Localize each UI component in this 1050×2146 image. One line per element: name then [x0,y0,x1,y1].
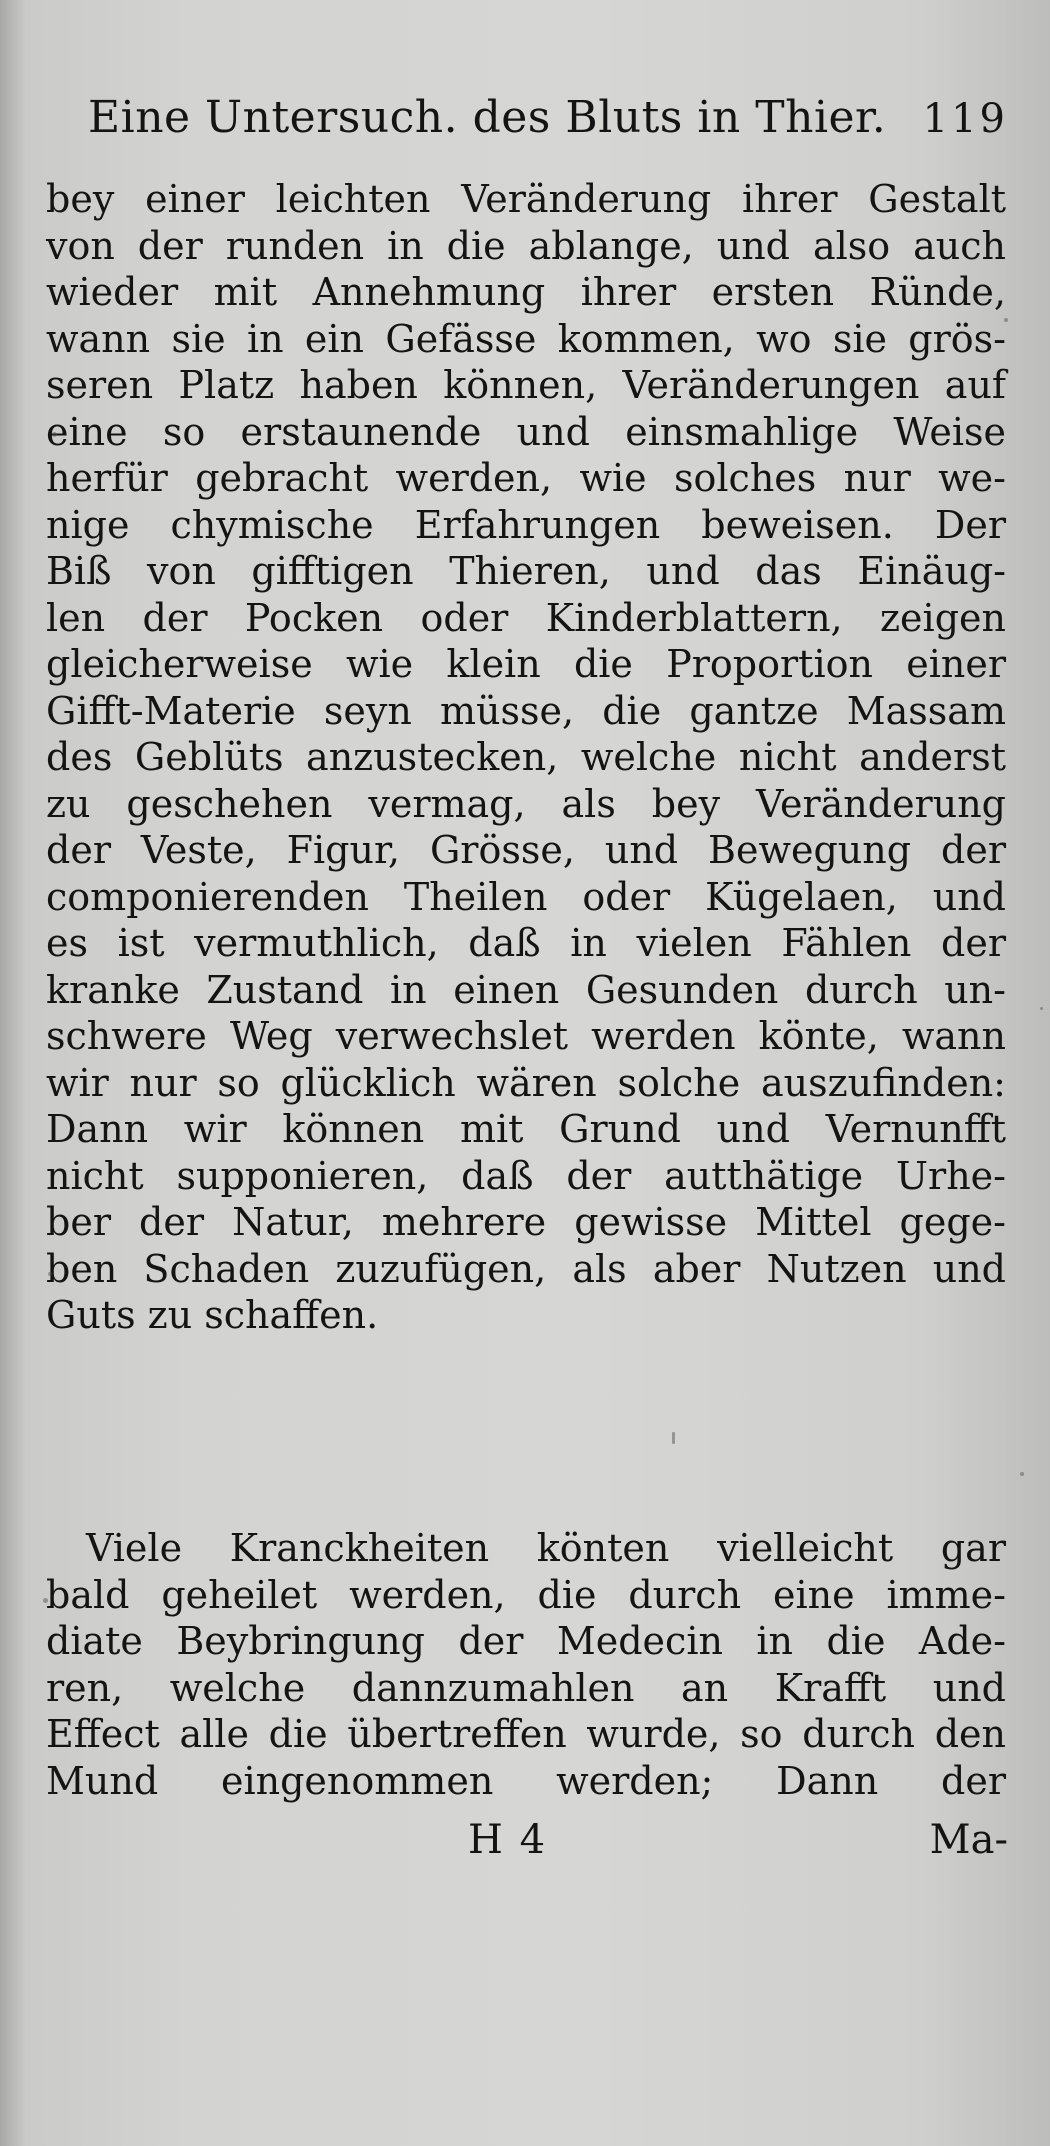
speck [48,1272,52,1276]
text-line: wir nur so glücklich wären solche auszufinden: [46,1060,1006,1105]
text-line: seren Platz haben können, Veränderungen auf [46,363,1006,407]
text-line: Gifft-Materie seyn müsse, die gantze Massam [46,688,1006,733]
text-line: nige chymische Erfahrungen beweisen. Der [46,502,1006,547]
speck [43,1598,48,1603]
page-header [88,92,1008,152]
text-line: eine so erstaunende und einsmahlige Weise [46,409,1006,454]
speck [1040,1007,1043,1010]
text-line: ber der Natur, mehrere gewisse Mittel gege- [46,1200,1006,1244]
speck [52,432,57,437]
text-line: wieder mit Annehmung ihrer ersten Ründe, [46,270,1006,314]
speck [672,1432,675,1444]
page-footer [88,1817,1008,1877]
text-line: bey einer leichten Veränderung ihrer Gestalt [46,177,1006,221]
text-line: herfür gebracht werden, wie solches nur we- [46,456,1006,500]
text-line: kranke Zustand in einen Gesunden durch un- [46,967,1006,1012]
text-line: componierenden Theilen oder Kügelaen, und [46,874,1006,919]
text-line: len der Pocken oder Kinderblattern, zeigen [46,595,1006,640]
text-line: Biß von gifftigen Thieren, und das Einäug- [46,549,1006,593]
text-line: ren, welche dannzumahlen an Krafft und [46,1665,1006,1710]
text-line: bald geheilet werden, die durch eine imme- [46,1572,1006,1617]
text-line: Viele Kranckheiten könten vielleicht gar [86,1526,1006,1570]
speck [1004,318,1008,322]
text-line: es ist vermuthlich, daß in vielen Fählen der [46,921,1006,965]
text-line: von der runden in die ablange, und also auch [46,223,1006,268]
running-title: Eine Untersuch. des Bluts in Thier. [88,92,887,143]
text-line: gleicherweise wie klein die Proportion einer [46,642,1006,686]
text-line: Guts zu schaffen. [46,1293,379,1337]
page-number: 119 [922,96,1008,142]
text-line: Mund eingenommen werden; Dann der [46,1758,1006,1803]
text-line: der Veste, Figur, Grösse, und Bewegung der [46,828,1006,872]
paragraph-1 [46,176,1006,1339]
text-line: zu geschehen vermag, als bey Veränderung [46,781,1006,826]
paragraph-2 [46,1525,1006,1804]
catchword: Ma- [929,1817,1008,1863]
text-line: Effect alle die übertreffen wurde, so durch den [46,1712,1006,1756]
page-gutter-shadow [0,0,26,2146]
text-line: ben Schaden zuzufügen, als aber Nutzen und [46,1246,1006,1291]
text-line: diate Beybringung der Medecin in die Ade- [46,1619,1006,1663]
text-line: wann sie in ein Gefässe kommen, wo sie grös- [46,316,1006,361]
text-line: schwere Weg verwechslet werden könte, wann [46,1014,1006,1058]
text-line: nicht supponieren, daß der autthätige Urhe- [46,1153,1006,1198]
speck [1020,1472,1024,1476]
text-line: Dann wir können mit Grund und Vernunfft [46,1107,1006,1151]
text-line: des Geblüts anzustecken, welche nicht anderst [46,735,1006,779]
signature-mark: H 4 [468,1817,548,1863]
